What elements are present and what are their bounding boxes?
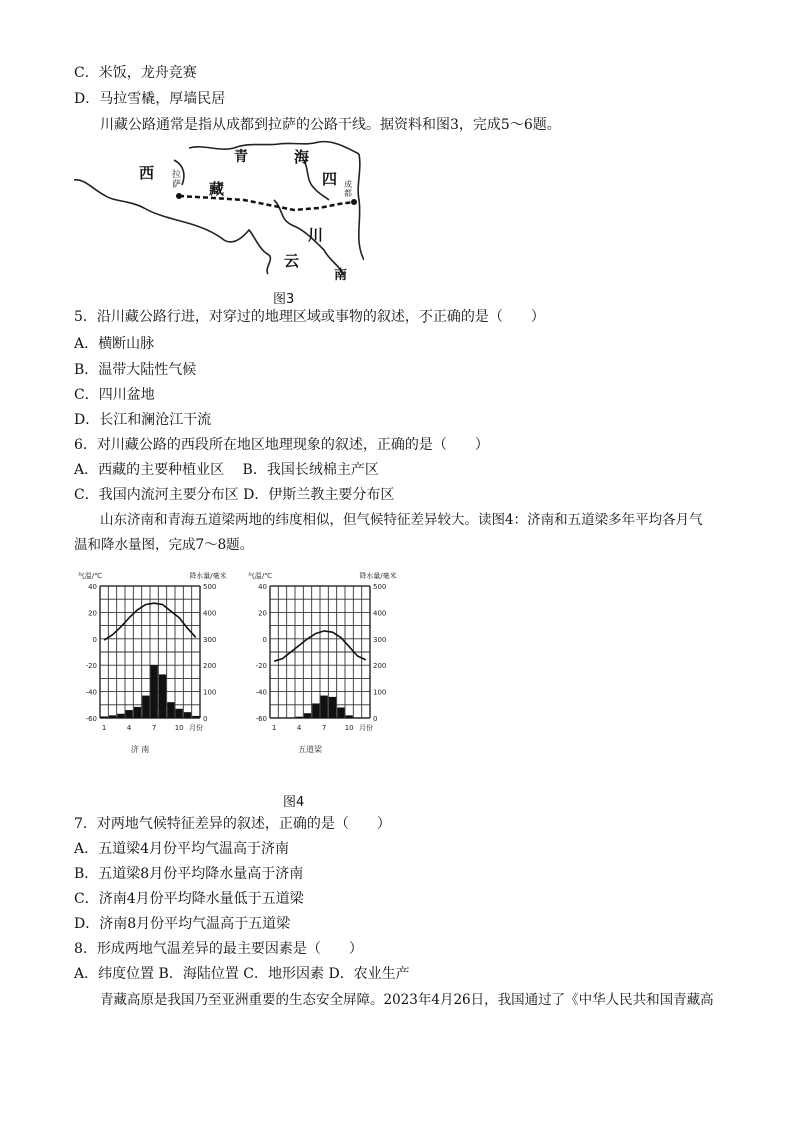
figure-4-caption: 图4 <box>283 795 305 810</box>
figure-3-map <box>74 140 364 283</box>
question-5 <box>74 308 545 326</box>
left-precip-tick-1: 400 <box>203 609 217 618</box>
label-chuan: 川 <box>308 226 324 244</box>
q6-options-cd: C．我国内流河主要分布区 D．伊斯兰教主要分布区 <box>74 487 395 503</box>
right-month-label-0: 1 <box>271 724 277 732</box>
question-7: 7．对两地气候特征差异的叙述，正确的是（ ） <box>74 816 391 832</box>
left-precip-tick-5: 0 <box>203 715 208 723</box>
right-month-label-3: 10 <box>344 724 354 732</box>
left-precip-bar-11 <box>184 712 191 718</box>
left-precip-bar-12 <box>192 716 199 718</box>
right-precip-bar-5 <box>304 713 311 718</box>
right-precip-tick-3: 200 <box>373 662 387 671</box>
yunnan-border <box>267 255 270 274</box>
lasa-point <box>176 193 182 199</box>
right-precip-bar-11 <box>354 717 361 718</box>
right-precip-bar-10 <box>346 715 353 718</box>
right-precip-bar-6 <box>312 703 319 718</box>
left-temp-tick-3: -20 <box>85 662 97 671</box>
left-temp-tick-4: -40 <box>85 688 97 697</box>
right-temp-tick-4: -40 <box>255 688 267 697</box>
right-precip-tick-0: 500 <box>373 583 387 591</box>
q7-option-d: D．济南8月份平均气温高于五道梁 <box>74 916 291 932</box>
right-ylabel-right: 降水量/毫米 <box>359 572 397 580</box>
intro-paragraph-2b: 温和降水量图，完成7～8题。 <box>74 537 254 553</box>
right-precip-bar-7 <box>321 696 328 718</box>
q7-option-b: B．五道梁8月份平均降水量高于济南 <box>74 866 304 882</box>
chengdu-point <box>351 199 357 205</box>
label-nan: 南 <box>334 268 348 283</box>
q5-emphasis: 不 <box>418 309 433 325</box>
question-8: 8．形成两地气温差异的最主要因素是（ ） <box>74 941 363 957</box>
left-month-label-0: 1 <box>101 724 107 732</box>
right-precip-tick-1: 400 <box>373 609 387 618</box>
left-precip-bar-3 <box>117 714 124 718</box>
left-precip-tick-0: 500 <box>203 583 217 591</box>
right-precip-bar-9 <box>337 707 344 718</box>
label-hai: 海 <box>294 148 310 166</box>
right-precip-bar-4 <box>296 717 303 718</box>
right-month-label-2: 7 <box>321 724 327 732</box>
right-month-label-4: 月份 <box>359 724 373 732</box>
left-precip-tick-4: 100 <box>203 688 217 697</box>
q5-option-b: B．温带大陆性气候 <box>74 362 197 378</box>
left-precip-bar-7 <box>151 665 158 718</box>
figure-4-charts <box>60 566 420 778</box>
left-ylabel-right: 降水量/毫米 <box>189 572 227 580</box>
left-month-label-2: 7 <box>151 724 157 732</box>
right-precip-tick-4: 100 <box>373 688 387 697</box>
q5-option-c: C．四川盆地 <box>74 387 155 403</box>
right-precip-bar-8 <box>329 697 336 718</box>
left-precip-bar-4 <box>126 710 133 718</box>
southern-border <box>74 180 269 255</box>
left-precip-bar-9 <box>167 702 174 718</box>
right-temp-tick-1: 20 <box>258 609 267 618</box>
option-c-prev: C．米饭，龙舟竞赛 <box>74 65 197 81</box>
label-yun: 云 <box>284 252 300 270</box>
left-temp-tick-0: 40 <box>88 583 97 591</box>
left-precip-bar-1 <box>101 716 108 718</box>
left-precip-bar-10 <box>176 709 183 718</box>
left-precip-bar-8 <box>159 674 166 718</box>
intro-paragraph-1: 川藏公路通常是指从成都到拉萨的公路干线。据资料和图3，完成5～6题。 <box>100 117 561 133</box>
q5-option-d: D．长江和澜沧江干流 <box>74 412 212 428</box>
question-6: 6．对川藏公路的西段所在地区地理现象的叙述，正确的是（ ） <box>74 437 489 453</box>
intro-paragraph-2a: 山东济南和青海五道梁两地的纬度相似，但气候特征差异较大。读图4：济南和五道梁多年平均各月气 <box>100 512 703 528</box>
right-precip-bar-3 <box>287 717 294 718</box>
label-lasa: 拉萨 <box>172 170 182 190</box>
left-month-label-3: 10 <box>174 724 184 732</box>
label-zang: 藏 <box>209 180 225 198</box>
left-temp-tick-2: 0 <box>92 635 97 644</box>
right-temp-tick-0: 40 <box>258 583 267 591</box>
right-station-label: 五道梁 <box>298 745 322 754</box>
map-svg <box>74 140 364 280</box>
label-qing: 青 <box>234 149 248 165</box>
intro-paragraph-3: 青藏高原是我国乃至亚洲重要的生态安全屏障。2023年4月26日，我国通过了《中华人民共和国青藏高 <box>100 992 714 1008</box>
left-ylabel-left: 气温/℃ <box>77 572 103 580</box>
q5-option-a: A．横断山脉 <box>74 336 155 352</box>
right-temp-tick-2: 0 <box>262 635 267 644</box>
q5-stem-pre: 5．沿川藏公路行进，对穿过的地理区域或事物的叙述， <box>74 309 419 325</box>
q7-option-a: A．五道梁4月份平均气温高于济南 <box>74 841 290 857</box>
left-month-label-1: 4 <box>126 724 132 732</box>
q5-stem-post: 正确的是（ ） <box>432 309 545 325</box>
left-precip-tick-2: 300 <box>203 635 217 644</box>
left-precip-tick-3: 200 <box>203 662 217 671</box>
left-precip-bar-6 <box>142 696 149 718</box>
northern-border <box>189 142 359 154</box>
figure-3-caption: 图3 <box>273 292 295 307</box>
left-temp-tick-1: 20 <box>88 609 97 618</box>
left-station-label: 济 南 <box>130 745 150 754</box>
option-d-prev: D．马拉雪橇，厚墙民居 <box>74 91 226 107</box>
label-si: 四 <box>322 170 338 188</box>
left-month-label-4: 月份 <box>189 724 203 732</box>
right-precip-tick-2: 300 <box>373 635 387 644</box>
right-temp-tick-5: -60 <box>255 715 267 723</box>
q7-option-c: C．济南4月份平均降水量低于五道梁 <box>74 891 304 907</box>
q6-options-ab: A．西藏的主要种植业区 B．我国长绒棉主产区 <box>74 462 379 478</box>
right-month-label-1: 4 <box>296 724 302 732</box>
left-precip-bar-2 <box>109 715 116 718</box>
right-ylabel-left: 气温/℃ <box>247 572 273 580</box>
left-temp-tick-5: -60 <box>85 715 97 723</box>
eastern-border <box>358 154 364 260</box>
label-chengdu: 成都 <box>344 180 352 198</box>
q8-options: A．纬度位置 B．海陆位置 C．地形因素 D．农业生产 <box>74 966 410 982</box>
left-precip-bar-5 <box>134 707 141 718</box>
right-temp-tick-3: -20 <box>255 662 267 671</box>
label-xi: 西 <box>139 164 155 182</box>
right-precip-tick-5: 0 <box>373 715 378 723</box>
